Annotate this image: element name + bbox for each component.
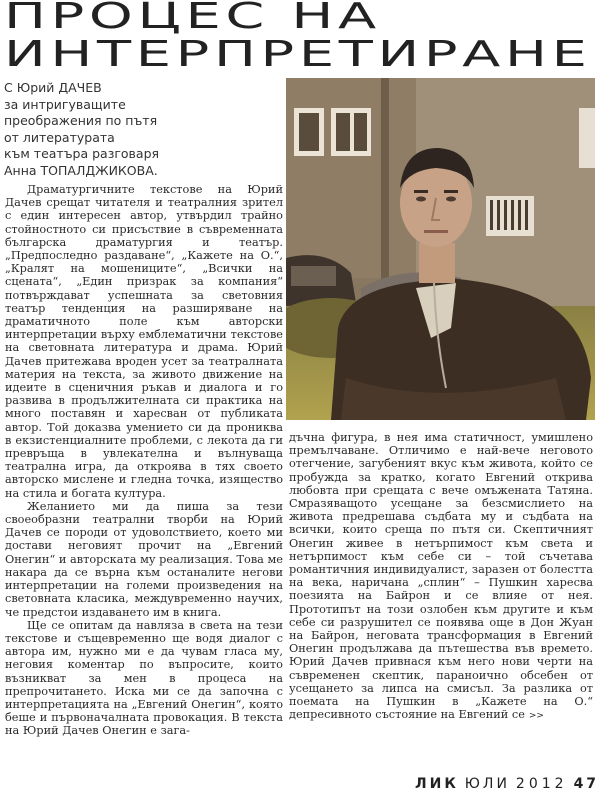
body-paragraph: Драматургичните текстове на Юрий Дачев срещат читателя и театралния зрител с един интересен автор, утвърдил трайно стойностното си присъствие в съвременната българска драматургия и театър. „Предпоследно раздаване“, „Кажете на О.“, „Кралят на мошениците“, „Всички на сцената“, „Един призрак за компания“ потвърждават успешната за световния театър тенденция на разширяване на драматичното поле към авторски интерпретации върху емблематични текстове на световната литература и драма. Юрий Дачев притежава вроден усет за театралната материя на текста, за живото движение на идеите в сценичния ръкав и диалога и го развива в продължителната си практика на много поставян и харесван от публиката автор. Той доказва умението си да прониква в екзистенциалните проблеми, с лекота да ги превръща в увлекателна и вълнуваща театрална игра, да откроява в тях своето авторско мислене и гледна точка, изящество на стила и богата култура.	[5, 183, 283, 500]
title-line-2: ИНТЕРПРЕТИРАНЕ	[4, 34, 592, 75]
title-line-1: ПРОЦЕС НА	[4, 0, 381, 37]
right-column	[289, 431, 593, 723]
article-lede	[4, 80, 274, 180]
lede-line: С Юрий ДАЧЕВ	[4, 80, 102, 95]
article-title	[4, 0, 600, 74]
lede-line: преображения по пътя	[4, 113, 158, 129]
continuation-marker: >>	[528, 711, 544, 722]
lede-line: Анна ТОПАЛДЖИКОВА.	[4, 162, 158, 178]
lede-line: за интригуващите	[4, 96, 126, 112]
body-paragraph: Ще се опитам да навляза в света на тези текстове и същевременно ще водя диалог с автора им, нужно ми е да чувам гласа му, неговия коментар по въпросите, които възникват за мен в процеса на препрочитането. Иска ми се да започна с интерпретацията на „Евгений Онегин“, която беше и първоначалната провокация. В текста на Юрий Дачев Онегин е зага-	[5, 618, 283, 738]
magazine-name: ЛИК	[415, 776, 459, 792]
page-footer	[415, 776, 599, 792]
lede-line: към театъра разговаря	[4, 146, 160, 162]
body-text: дъчна фигура, в нея има статичност, умишлено премълчаване. Отличимо е най-вече неговото отегчение, загубеният вкус към живота, който се пробужда за кратко, когато Евгений открива любовта при срещата с вече омъжената Татяна. Смразяващото усещане за безсмислието на живота предрешава съдбата му и съдбата на всички, които среща по пътя си. Скептичният Онегин живее в нетърпимост към света и нетърпимост към себе си – той съчетава романтичния индивидуалист, заразен от болестта на века, наричана „сплин“ – Пушкин харесва поезията на Байрон и се влияе от нея. Прототипът на този озлобен към другите и към себе си разрушител се появява още в Дон Жуан на Байрон, неговата трансформация в Евгений Онегин продължава да пътешества във времето. Юрий Дачев привнася към него нови черти на съвременен скептик, параноично обсебен от усещането за липса на смисъл. За разлика от поемата на Пушкин в „Кажете на О.“ депресивното състояние на Евгений се	[289, 431, 593, 722]
page-number: 47	[573, 776, 600, 792]
body-paragraph-continued	[289, 431, 593, 723]
author-photo	[286, 78, 595, 420]
issue-year: 2012	[515, 776, 568, 792]
left-column	[5, 183, 283, 738]
issue-month: ЮЛИ	[464, 776, 510, 792]
lede-line: от литературата	[4, 129, 115, 145]
body-paragraph: Желанието ми да пиша за тези своеобразни театрални творби на Юрий Дачев се породи от удоволствието, което ми достави неговият прочит на „Евгений Онегин“ и авторската му реализация. Това ме накара да се върна към останалите негови интерпретации на големи произведения на световната класика, междувременно научих, че предстои издаването им в книга.	[5, 499, 283, 619]
